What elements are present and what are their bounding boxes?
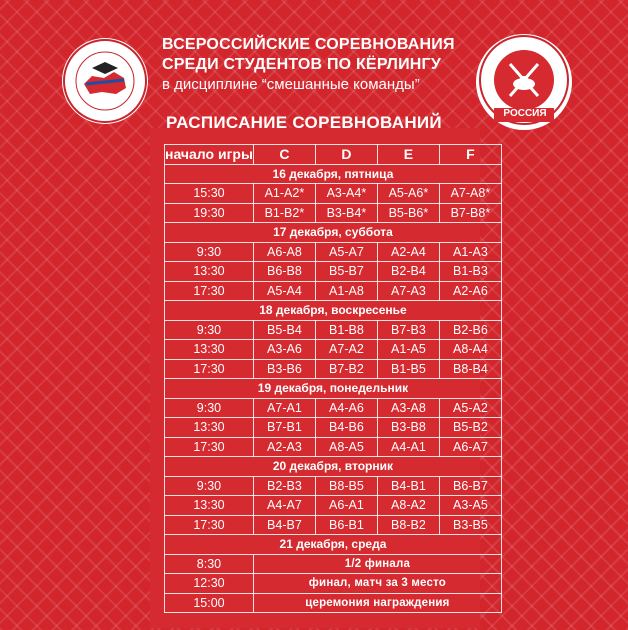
game-cell: A2-A3	[253, 437, 315, 457]
day-row	[165, 379, 502, 399]
competition-logo	[62, 38, 148, 124]
game-cell: A3-A5	[439, 496, 501, 516]
start-time: 15:30	[165, 184, 254, 204]
game-cell: A3-A4*	[315, 184, 377, 204]
game-cell: A7-A2	[315, 340, 377, 360]
game-cell: A7-A1	[253, 398, 315, 418]
schedule-title: РАСПИСАНИЕ СОРЕВНОВАНИЙ	[166, 113, 442, 132]
game-cell: A2-A6	[439, 281, 501, 301]
game-cell: A3-A6	[253, 340, 315, 360]
table-row	[165, 242, 502, 262]
start-time: 9:30	[165, 398, 254, 418]
day-row	[165, 164, 502, 184]
game-cell: B1-B5	[377, 359, 439, 379]
start-time: 17:30	[165, 437, 254, 457]
game-cell: B5-B4	[253, 320, 315, 340]
game-cell: B7-B3	[377, 320, 439, 340]
header-line-1: ВСЕРОССИЙСКИЕ СОРЕВНОВАНИЯ	[162, 36, 455, 53]
schedule-table	[164, 144, 502, 613]
table-row	[165, 496, 502, 516]
game-cell: B8-B5	[315, 476, 377, 496]
game-cell: B2-B6	[439, 320, 501, 340]
event-cell: финал, матч за 3 место	[253, 574, 501, 594]
game-cell: B1-B2*	[253, 203, 315, 223]
day-label: 21 декабря, среда	[165, 535, 502, 555]
start-time: 13:30	[165, 340, 254, 360]
table-row	[165, 418, 502, 438]
table-row	[165, 593, 502, 613]
table-row	[165, 262, 502, 282]
game-cell: A8-A4	[439, 340, 501, 360]
start-time: 17:30	[165, 281, 254, 301]
game-cell: A5-A4	[253, 281, 315, 301]
day-row	[165, 535, 502, 555]
game-cell: B3-B6	[253, 359, 315, 379]
game-cell: B7-B1	[253, 418, 315, 438]
game-cell: A5-A7	[315, 242, 377, 262]
event-cell: 1/2 финала	[253, 554, 501, 574]
game-cell: B4-B1	[377, 476, 439, 496]
game-cell: B2-B3	[253, 476, 315, 496]
table-row	[165, 203, 502, 223]
start-time: 15:00	[165, 593, 254, 613]
table-row	[165, 359, 502, 379]
sheet-header: F	[439, 145, 501, 165]
start-time: 9:30	[165, 320, 254, 340]
competition-logo-emblem-icon	[62, 38, 148, 124]
game-cell: B6-B7	[439, 476, 501, 496]
start-time: 9:30	[165, 476, 254, 496]
game-cell: A1-A3	[439, 242, 501, 262]
game-cell: B3-B5	[439, 515, 501, 535]
table-row	[165, 398, 502, 418]
start-time: 19:30	[165, 203, 254, 223]
game-cell: A6-A7	[439, 437, 501, 457]
game-cell: B5-B2	[439, 418, 501, 438]
start-time: 13:30	[165, 418, 254, 438]
game-cell: A7-A8*	[439, 184, 501, 204]
day-row	[165, 457, 502, 477]
day-row	[165, 223, 502, 243]
game-cell: A6-A1	[315, 496, 377, 516]
table-row	[165, 554, 502, 574]
game-cell: B1-B8	[315, 320, 377, 340]
game-cell: B5-B7	[315, 262, 377, 282]
day-row	[165, 301, 502, 321]
sheet-header: E	[377, 145, 439, 165]
logo-banner-text: РОССИЯ	[503, 108, 547, 119]
game-cell: A5-A2	[439, 398, 501, 418]
game-cell: A4-A6	[315, 398, 377, 418]
table-row	[165, 184, 502, 204]
day-label: 20 декабря, вторник	[165, 457, 502, 477]
table-row	[165, 476, 502, 496]
game-cell: A8-A2	[377, 496, 439, 516]
start-time: 17:30	[165, 515, 254, 535]
game-cell: B4-B7	[253, 515, 315, 535]
game-cell: B8-B2	[377, 515, 439, 535]
table-row	[165, 320, 502, 340]
sheet-header: C	[253, 145, 315, 165]
table-row	[165, 340, 502, 360]
table-header-row	[165, 145, 502, 165]
game-cell: A1-A8	[315, 281, 377, 301]
game-cell: B7-B2	[315, 359, 377, 379]
day-label: 17 декабря, суббота	[165, 223, 502, 243]
game-cell: B7-B8*	[439, 203, 501, 223]
game-cell: B2-B4	[377, 262, 439, 282]
event-header	[162, 35, 468, 94]
header-line-2: СРЕДИ СТУДЕНТОВ ПО КЁРЛИНГУ	[162, 56, 441, 73]
table-row	[165, 574, 502, 594]
game-cell: B1-B3	[439, 262, 501, 282]
game-cell: B3-B8	[377, 418, 439, 438]
game-cell: B5-B6*	[377, 203, 439, 223]
start-time: 17:30	[165, 359, 254, 379]
game-cell: A6-A8	[253, 242, 315, 262]
day-label: 16 декабря, пятница	[165, 164, 502, 184]
start-time: 13:30	[165, 496, 254, 516]
table-row	[165, 515, 502, 535]
game-cell: A8-A5	[315, 437, 377, 457]
start-time: 9:30	[165, 242, 254, 262]
time-column-header: начало игры	[165, 145, 254, 165]
game-cell: A1-A2*	[253, 184, 315, 204]
event-cell: церемония награждения	[253, 593, 501, 613]
table-row	[165, 437, 502, 457]
day-label: 18 декабря, воскресенье	[165, 301, 502, 321]
game-cell: A5-A6*	[377, 184, 439, 204]
start-time: 12:30	[165, 574, 254, 594]
game-cell: A2-A4	[377, 242, 439, 262]
game-cell: A3-A8	[377, 398, 439, 418]
game-cell: B8-B4	[439, 359, 501, 379]
day-label: 19 декабря, понедельник	[165, 379, 502, 399]
table-row	[165, 281, 502, 301]
game-cell: B4-B6	[315, 418, 377, 438]
game-cell: B6-B8	[253, 262, 315, 282]
game-cell: B3-B4*	[315, 203, 377, 223]
header-line-3: в дисциплине “смешанные команды”	[162, 76, 420, 93]
game-cell: A4-A1	[377, 437, 439, 457]
game-cell: A1-A5	[377, 340, 439, 360]
game-cell: B6-B1	[315, 515, 377, 535]
game-cell: A7-A3	[377, 281, 439, 301]
sheet-header: D	[315, 145, 377, 165]
start-time: 8:30	[165, 554, 254, 574]
start-time: 13:30	[165, 262, 254, 282]
schedule-body	[165, 164, 502, 613]
game-cell: A4-A7	[253, 496, 315, 516]
